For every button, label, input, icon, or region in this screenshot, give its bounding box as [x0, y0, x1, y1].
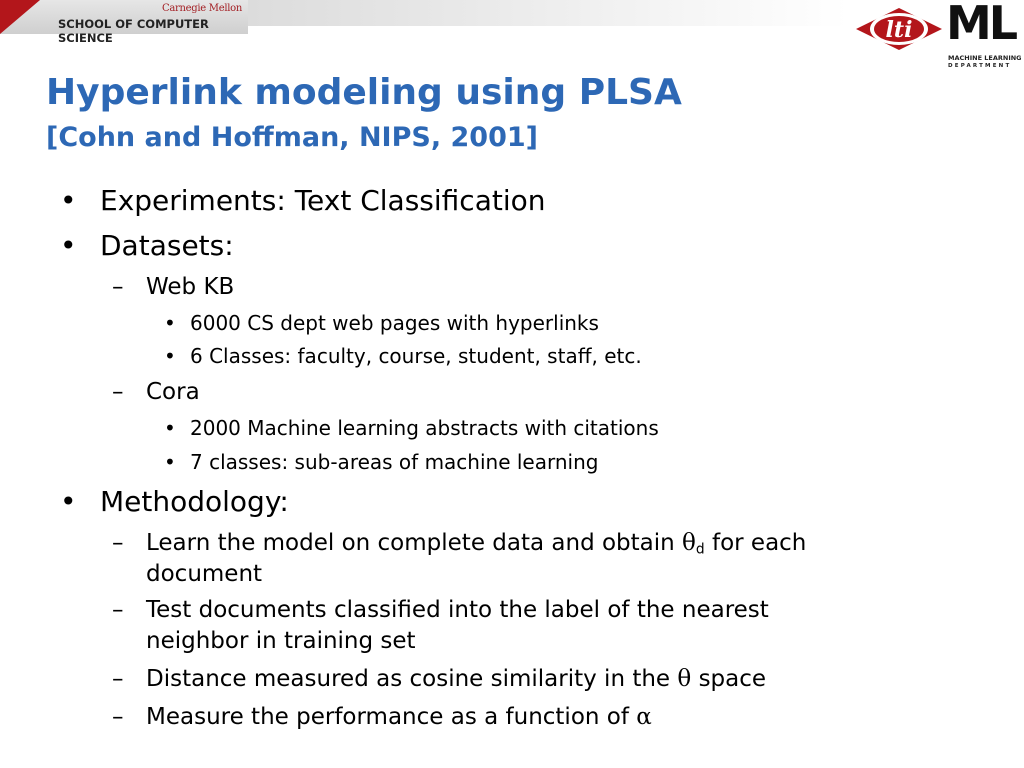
bullet-marker: • [60, 229, 77, 262]
subbullet-text [146, 704, 652, 730]
subbullet-test-cont: neighbor in training set [146, 628, 416, 654]
bullet-marker: • [164, 450, 176, 474]
item-text: 6000 CS dept web pages with hyperlinks [190, 311, 599, 335]
subbullet-text: Test documents classified into the label of the nearest [146, 597, 769, 623]
dash-marker: – [112, 704, 124, 730]
ml-logo-line1: MACHINE LEARNING [948, 54, 1022, 62]
bullet-marker: • [60, 485, 77, 518]
dash-marker: – [112, 530, 124, 556]
bullet-text: Datasets: [100, 229, 234, 262]
bullet-marker: • [164, 416, 176, 440]
dash-marker: – [112, 379, 124, 405]
school-name: SCHOOL OF COMPUTER SCIENCE [58, 17, 209, 45]
subbullet-text [146, 666, 766, 692]
slide-citation: [Cohn and Hoffman, NIPS, 2001] [46, 122, 538, 153]
dash-marker: – [112, 274, 124, 300]
bullet-text: Experiments: Text Classification [100, 184, 546, 217]
subbullet-text: Web KB [146, 274, 235, 300]
text-fragment: space [698, 666, 767, 692]
text-fragment: Distance measured as cosine similarity in the [146, 666, 671, 692]
ml-logo-text: ML [946, 0, 1016, 50]
bullet-marker: • [60, 184, 77, 217]
cmu-red-corner [0, 0, 40, 34]
subbullet-text [146, 530, 806, 557]
cmu-banner [0, 0, 248, 45]
item-text: 7 classes: sub-areas of machine learning [190, 450, 599, 474]
ml-department-logo [946, 2, 1020, 72]
subbullet-learn-cont: document [146, 561, 263, 587]
bullet-marker: • [164, 344, 176, 368]
slide-title: Hyperlink modeling using PLSA [46, 72, 682, 113]
cmu-wordmark: Carnegie Mellon [162, 3, 242, 14]
theta-symbol: θ [677, 666, 692, 692]
bullet-marker: • [164, 311, 176, 335]
ml-logo-line2: DEPARTMENT [948, 63, 1012, 69]
subscript-d: d [695, 541, 705, 558]
header-gradient [248, 0, 848, 26]
text-fragment: Learn the model on complete data and obtain [146, 530, 675, 556]
theta-symbol: θ [682, 530, 696, 556]
text-fragment: Measure the performance as a function of [146, 704, 629, 730]
bullet-text: Methodology: [100, 485, 289, 518]
alpha-symbol: α [636, 704, 652, 730]
lti-logo-text: lti [885, 17, 913, 43]
subbullet-text: Cora [146, 379, 200, 405]
dash-marker: – [112, 597, 124, 623]
item-text: 6 Classes: faculty, course, student, staff, etc. [190, 344, 642, 368]
item-text: 2000 Machine learning abstracts with citations [190, 416, 659, 440]
dash-marker: – [112, 666, 124, 692]
text-fragment: for each [711, 530, 807, 556]
lti-logo [856, 6, 942, 52]
